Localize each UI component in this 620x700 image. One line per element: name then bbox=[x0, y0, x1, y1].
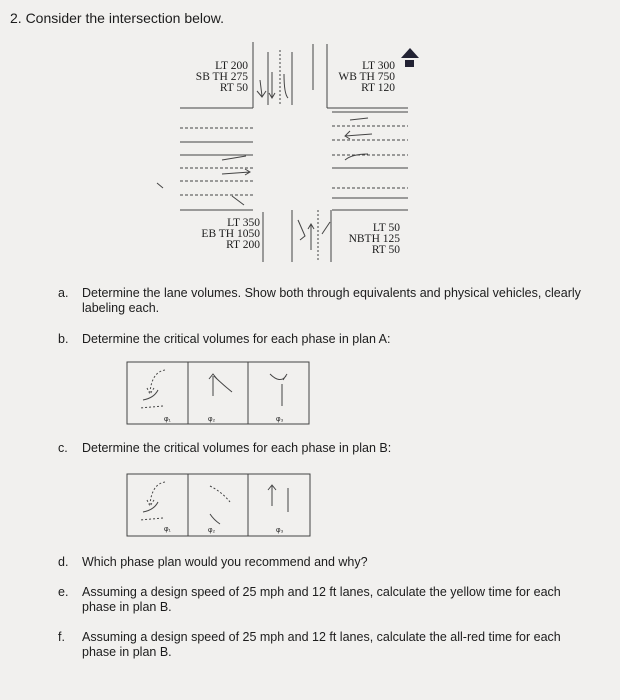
sb-lt-volume: LT 200 bbox=[215, 60, 248, 72]
plan-b-phase2-label: φ₂ bbox=[208, 527, 216, 534]
wb-lt-volume: LT 300 bbox=[362, 60, 395, 72]
plan-a-phase2-label: φ₂ bbox=[208, 416, 216, 423]
item-d: d. Which phase plan would you recommend and why? bbox=[58, 555, 368, 569]
eb-lt-volume: LT 350 bbox=[227, 217, 260, 229]
item-c: c. Determine the critical volumes for each phase in plan B: bbox=[58, 441, 392, 455]
eb-rt-volume: RT 200 bbox=[226, 239, 260, 251]
wb-th-volume: WB TH 750 bbox=[338, 71, 395, 83]
plan-a-phase1-label: φ₁ bbox=[164, 416, 171, 423]
sb-rt-volume: RT 50 bbox=[219, 82, 248, 94]
question-title: 2. Consider the intersection below. bbox=[10, 10, 225, 26]
nb-lt-volume: LT 50 bbox=[372, 222, 400, 234]
item-e: e. Assuming a design speed of 25 mph and 12 ft lanes, calculate the yellow time for each phase in plan B. bbox=[58, 585, 561, 614]
plan-a-phase3-label: φ₃ bbox=[276, 416, 284, 423]
wb-rt-volume: RT 120 bbox=[361, 82, 395, 94]
item-a: a. Determine the lane volumes. Show both through equivalents and physical vehicles, clearly labeling each. bbox=[58, 286, 581, 315]
plan-b-phase1-label: φ₁ bbox=[164, 526, 171, 533]
sb-th-volume: SB TH 275 bbox=[195, 71, 248, 83]
eb-th-volume: EB TH 1050 bbox=[201, 228, 260, 240]
nb-th-volume: NBTH 125 bbox=[348, 233, 400, 245]
item-b: b. Determine the critical volumes for each phase in plan A: bbox=[58, 332, 391, 346]
item-f: f. Assuming a design speed of 25 mph and 12 ft lanes, calculate the all-red time for each phase in plan B. bbox=[58, 630, 561, 659]
nb-rt-volume: RT 50 bbox=[371, 244, 400, 256]
plan-b-phase3-label: φ₃ bbox=[276, 527, 284, 534]
